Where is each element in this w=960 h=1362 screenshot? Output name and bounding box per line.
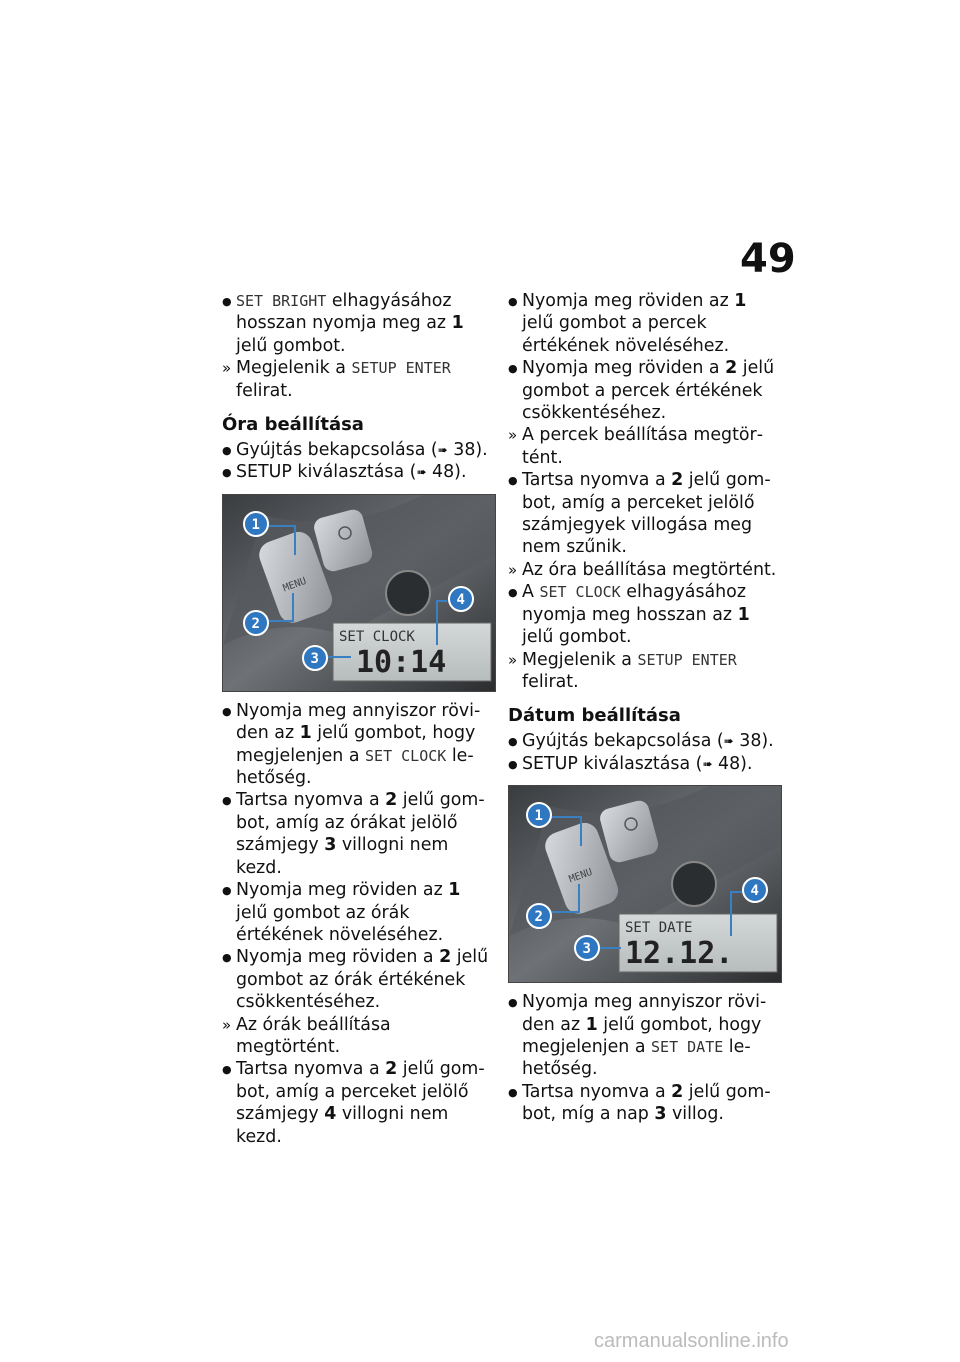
text-run: Megjelenik a [236,358,352,379]
text-run: jelű gombot, amíg az órákat jelölő számjegy [236,790,485,856]
text-run: lehetőség. [236,745,474,789]
list-item [222,439,492,461]
lcd-top-text: SET CLOCK [339,628,415,645]
ref-number: 2 [385,790,398,811]
text-run: Gyújtás bekapcsolása ( [522,731,724,752]
text-run: elhagyásához nyomja meg hosszan az [522,582,746,625]
text-run: A [522,582,540,603]
left-intro-list [222,290,492,402]
bullet-marker: ● [222,794,232,808]
bullet-marker: ● [222,951,232,965]
result-marker: » [222,359,232,378]
result-item [222,357,492,402]
list-item [508,581,778,648]
bullet-marker: ● [508,735,518,749]
text-run: Nyomja meg röviden a [236,947,440,968]
text-run: villog. [666,1104,724,1125]
text-run: Gyújtás bekapcsolása ( [236,440,438,461]
ref-number: 3 [654,1104,667,1125]
display-text: SET CLOCK [539,583,621,602]
clock-figure [222,494,496,692]
text-run: elhagyásához hosszan nyomja meg az [236,291,452,334]
svg-text:4: 4 [456,591,465,608]
list-item [222,1058,492,1148]
right-postfigure-list [508,991,778,1125]
bullet-marker: ● [508,362,518,376]
right-intro-list [508,290,778,693]
bullet-marker: ● [222,444,232,458]
ref-number: 2 [385,1059,398,1080]
ref-number: 2 [439,947,452,968]
section-heading-date: Dátum beállítása [508,705,681,727]
text-run: Tartsa nyomva a [236,1059,386,1080]
text-run: jelű gombot, amíg a perceket jelölő számjegy [236,1059,485,1125]
ref-number: 2 [725,358,738,379]
left-column [222,290,492,1148]
bullet-marker: ● [222,295,232,308]
bullet-marker: ● [508,1085,518,1099]
bullet-marker: ● [222,1063,232,1077]
bullet-marker: ● [222,466,232,480]
text-run: jelű gombot, hogy megjelenjen a [522,1014,762,1057]
text-run: Nyomja meg röviden az [236,880,449,901]
page-ref-arrow-icon: ➠ [723,734,734,749]
page-number: 49 [740,236,796,282]
result-marker: » [508,426,518,445]
lcd-value: 12.12. [625,936,734,972]
text-run: jelű gombot, míg a nap [522,1081,771,1125]
result-marker: » [222,1015,232,1034]
text-run: A percek beállítása megtörtént. [522,425,763,468]
ref-number: 1 [448,880,461,901]
result-marker: » [508,650,518,669]
display-text: SET CLOCK [365,746,447,765]
text-run: Megjelenik a [522,649,638,670]
date-figure [508,785,782,983]
text-run: jelű gombot, hogy megjelenjen a [236,723,476,766]
svg-text:1: 1 [251,516,260,533]
result-marker: » [508,560,518,579]
right-column [508,290,778,1126]
list-item [508,753,778,775]
svg-text:2: 2 [534,909,543,926]
list-item [508,991,778,1081]
handlebar-control-illustration [223,495,495,691]
svg-text:3: 3 [582,941,591,958]
ref-number: 1 [734,291,747,311]
text-run: Nyomja meg röviden a [522,358,726,379]
list-item [508,1081,778,1126]
list-item [508,357,778,424]
text-run: 38). [447,440,488,461]
text-run: lehetőség. [522,1036,751,1080]
text-run: 48). [712,753,753,774]
list-item [222,946,492,1013]
text-run: jelű gombot a percek értékének növeléséhez. [522,313,730,356]
left-prefigure-list [222,439,492,484]
list-item [508,469,778,559]
text-run: Tartsa nyomva a [522,1081,672,1102]
text-run: Nyomja meg annyiszor röviden az [236,700,481,744]
text-run: Nyomja meg röviden az [522,291,735,311]
text-run: jelű gombot. [522,627,632,648]
list-item [222,879,492,946]
page-ref-arrow-icon: ➠ [437,443,448,458]
text-run: jelű gombot, amíg a perceket jelölő számjegyek villogása meg nem szűnik. [522,470,771,558]
text-run: Nyomja meg annyiszor röviden az [522,992,767,1035]
section-heading-clock: Óra beállítása [222,414,364,436]
ref-number: 2 [671,1081,684,1102]
ref-number: 4 [324,1104,337,1125]
text-run: jelű gombot az órák értékének növeléséhez. [236,902,444,945]
menu-label: MENU [567,866,594,886]
list-item [222,700,492,790]
page-ref-arrow-icon: ➠ [416,465,427,480]
text-run: Az órák beállítása megtörtént. [236,1014,391,1057]
bullet-marker: ● [222,704,232,718]
text-run: villogni nem kezd. [236,1104,449,1147]
result-item [222,1014,492,1059]
list-item [508,730,778,752]
text-run: villogni nem kezd. [236,835,449,878]
rotary-knob [386,571,430,615]
svg-text:3: 3 [310,650,319,667]
text-run: 48). [426,462,467,483]
page-ref-arrow-icon: ➠ [702,756,713,771]
display-text: SET DATE [651,1037,724,1056]
lcd-value: 10:14 [356,644,447,680]
svg-text:1: 1 [534,808,543,825]
bullet-marker: ● [508,295,518,308]
svg-text:2: 2 [251,615,260,632]
text-run: 38). [733,731,774,752]
list-item [222,290,492,357]
bullet-marker: ● [508,474,518,488]
ref-number: 3 [324,835,337,856]
text-run: jelű gombot a percek értékének csökkentéséhez. [522,358,775,424]
display-text: SETUP ENTER [637,650,737,669]
rotary-knob [672,862,716,906]
text-run: SETUP kiválasztása ( [522,753,703,774]
right-prefigure-list [508,730,778,775]
lcd-top-text: SET DATE [625,920,693,937]
display-text: SETUP ENTER [351,359,451,378]
display-text: SET BRIGHT [236,292,327,310]
menu-label: MENU [281,575,308,595]
handlebar-control-illustration [509,786,781,982]
ref-number: 1 [585,1014,598,1035]
ref-number: 1 [737,604,750,625]
result-item [508,649,778,694]
text-run: Tartsa nyomva a [522,470,672,491]
footer-watermark: carmanualsonline.info [594,1330,789,1352]
text-run: felirat. [236,380,293,401]
list-item [222,789,492,879]
svg-text:4: 4 [750,883,759,900]
ref-number: 1 [299,723,312,744]
bullet-marker: ● [508,757,518,771]
bullet-marker: ● [222,884,232,898]
bullet-marker: ● [508,586,518,600]
list-item [222,461,492,483]
text-run: SETUP kiválasztása ( [236,462,417,483]
text-run: jelű gombot. [236,335,346,356]
text-run: Tartsa nyomva a [236,790,386,811]
left-postfigure-list [222,700,492,1148]
result-item [508,559,778,581]
result-item [508,424,778,469]
text-run: felirat. [522,671,579,692]
ref-number: 2 [671,470,684,491]
list-item [508,290,778,357]
ref-number: 1 [451,313,464,334]
bullet-marker: ● [508,996,518,1010]
text-run: jelű gombot az órák értékének csökkentéséhez. [236,947,489,1013]
text-run: Az óra beállítása megtörtént. [522,559,777,580]
